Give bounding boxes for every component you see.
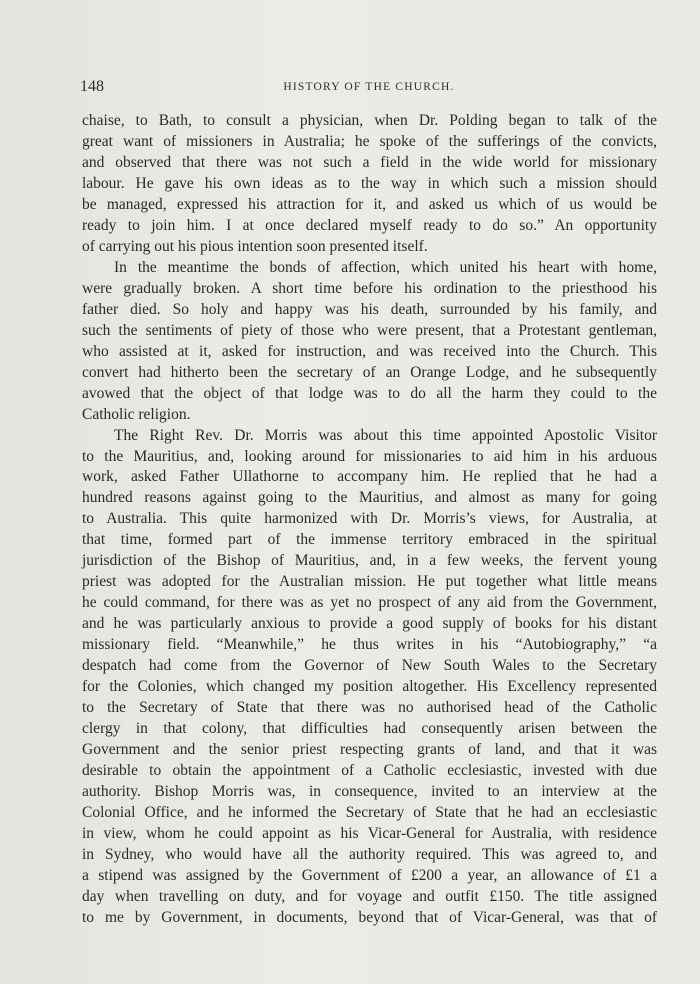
text-line: Government and the senior priest respecting grants of land, and that it was	[82, 741, 657, 759]
text-line: work, asked Father Ullathorne to accompany him. He replied that he had a	[82, 468, 657, 486]
text-line: a stipend was assigned by the Government of £200 a year, an allowance of £1 a	[82, 866, 657, 884]
text-line: ready to join him. I at once declared myself ready to do so.” An opportunity	[82, 216, 657, 234]
text-line: to the Secretary of State that there was no authorised head of the Catholic	[82, 699, 657, 717]
text-line: labour. He gave his own ideas as to the way in which such a mission should	[82, 174, 657, 192]
text-line: convert had hitherto been the secretary of an Orange Lodge, and he subsequently	[82, 363, 657, 381]
text-line: to Australia. This quite harmonized with Dr. Morris’s views, for Australia, at	[82, 510, 657, 528]
text-line: priest was adopted for the Australian mission. He put together what little means	[82, 573, 657, 591]
text-line: he could command, for there was as yet no prospect of any aid from the Government,	[82, 594, 657, 612]
text-line: chaise, to Bath, to consult a physician, when Dr. Polding began to talk of the	[82, 112, 657, 129]
text-line: and he was particularly anxious to provide a good supply of books for his distant	[82, 615, 657, 633]
text-line: to the Mauritius, and, looking around for missionaries to aid him in his arduous	[82, 447, 657, 465]
text-line: day when travelling on duty, and for voyage and outfit £150. The title assigned	[82, 887, 657, 905]
text-line: great want of missioners in Australia; he spoke of the sufferings of the convicts,	[82, 132, 657, 150]
text-line: in view, whom he could appoint as his Vicar-General for Australia, with residence	[82, 824, 657, 842]
text-line: be managed, expressed his attraction for it, and asked us which of us would be	[82, 195, 657, 213]
text-line: were gradually broken. A short time before his ordination to the priesthood his	[82, 279, 657, 297]
text-line: hundred reasons against going to the Mauritius, and almost as many for going	[82, 489, 657, 507]
text-line: father died. So holy and happy was his death, surrounded by his family, and	[82, 300, 657, 318]
text-line: Catholic religion.	[82, 405, 191, 423]
text-line: of carrying out his pious intention soon presented itself.	[82, 237, 428, 255]
text-line: for the Colonies, which changed my position altogether. His Excellency represented	[82, 678, 657, 696]
text-line: jurisdiction of the Bishop of Mauritius, and, in a few weeks, the fervent young	[82, 552, 657, 570]
text-line: clergy in that colony, that difficulties had consequently arisen between the	[82, 720, 657, 738]
page-number: 148	[80, 78, 104, 95]
text-line: such the sentiments of piety of those who were present, that a Protestant gentleman,	[82, 321, 657, 339]
text-line: The Right Rev. Dr. Morris was about this time appointed Apostolic Visitor	[114, 426, 657, 444]
text-line: In the meantime the bonds of affection, which united his heart with home,	[114, 258, 657, 276]
text-line: avowed that the object of that lodge was to do all the harm they could to the	[82, 384, 657, 402]
text-line: in Sydney, who would have all the authority required. This was agreed to, and	[82, 845, 657, 863]
body-text	[82, 111, 657, 929]
text-line: that time, formed part of the immense territory embraced in the spiritual	[82, 531, 657, 549]
text-line: authority. Bishop Morris was, in consequence, invited to an interview at the	[82, 783, 657, 800]
text-line: despatch had come from the Governor of New South Wales to the Secretary	[82, 657, 657, 675]
text-line: missionary field. “Meanwhile,” he thus writes in his “Autobiography,” “a	[82, 636, 657, 654]
running-head: HISTORY OF THE CHURCH.	[283, 81, 455, 93]
text-line: Colonial Office, and he informed the Secretary of State that he had an ecclesiastic	[82, 803, 657, 821]
text-line: desirable to obtain the appointment of a Catholic ecclesiastic, invested with due	[82, 762, 657, 780]
text-line: and observed that there was not such a field in the wide world for missionary	[82, 153, 657, 171]
text-line: to me by Government, in documents, beyond that of Vicar-General, was that of	[82, 908, 657, 926]
text-line: who assisted at it, asked for instruction, and was received into the Church. This	[82, 342, 657, 360]
page-header	[80, 78, 658, 100]
